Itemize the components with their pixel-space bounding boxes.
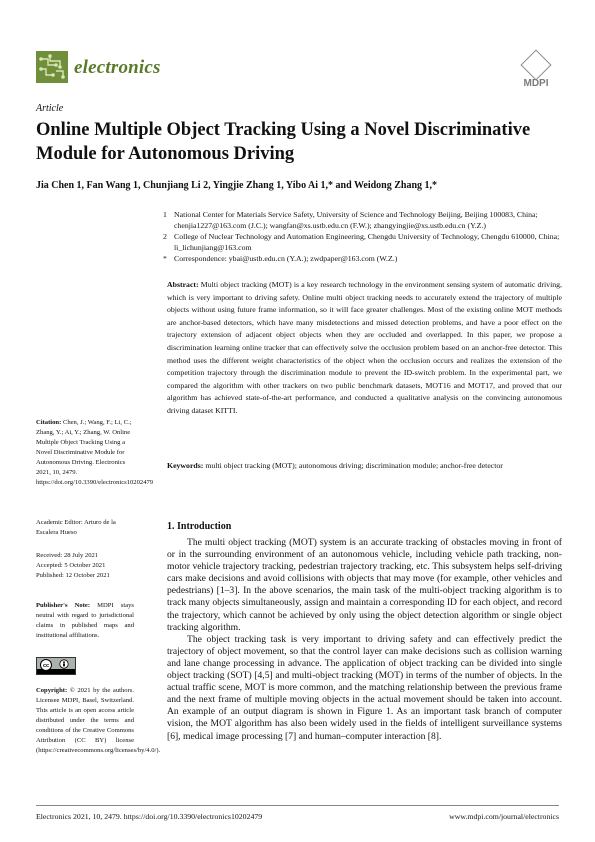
published-date: Published: 12 October 2021 <box>36 572 110 579</box>
affiliation-2 <box>163 231 563 253</box>
citation-label: Citation: <box>36 419 62 426</box>
circuit-icon <box>36 51 68 83</box>
dates <box>36 551 134 581</box>
citation-text: Chen, J.; Wang, F.; Li, C.; Zhang, Y.; Ai, Y.; Zhang, W. Online Multiple Object Tracking Using a Novel Discriminative Module for Autonomous Driving. Electronics 2021, 10, 2479. https://doi.org/10.3390/electronics10202479 <box>36 419 154 486</box>
copyright-label: Copyright: <box>36 687 68 694</box>
publisher-name: MDPI <box>523 78 549 89</box>
received-date: Received: 28 July 2021 <box>36 552 99 559</box>
body-text <box>167 537 562 743</box>
affiliations <box>163 209 563 264</box>
copyright <box>36 686 161 756</box>
footer-divider <box>36 805 559 806</box>
publisher-note-text: MDPI stays neutral with regard to jurisdictional claims in published maps and institutional affiliations. <box>36 602 134 639</box>
cc-by-license-icon <box>36 657 76 675</box>
affiliation-1 <box>163 209 563 231</box>
correspondence <box>163 253 563 264</box>
affiliation-number: * <box>163 254 167 263</box>
publisher-logo <box>513 54 559 89</box>
affiliation-text: National Center for Materials Service Safety, University of Science and Technology Beijing, Beijing 100083, China; chenjia1227@163.com (J.C.); wangfan@xs.ustb.edu.cn (F.W.); zhangyingjie@xs.ustb.edu.cn (Y.Z.) <box>174 210 538 230</box>
academic-editor: Academic Editor: Arturo de la Escalera Hueso <box>36 519 116 536</box>
paper-title: Online Multiple Object Tracking Using a Novel Discriminative Module for Autonomous Driving <box>36 120 531 164</box>
accepted-date: Accepted: 5 October 2021 <box>36 562 106 569</box>
footer-journal-url: www.mdpi.com/journal/electronics <box>449 812 559 821</box>
affiliation-text: Correspondence: ybai@ustb.edu.cn (Y.A.); zwdpaper@163.com (W.Z.) <box>174 254 398 263</box>
journal-logo <box>36 51 68 83</box>
cc-badge-icon <box>37 658 75 674</box>
abstract-label: Abstract: <box>167 280 199 289</box>
mdpi-icon <box>520 49 551 80</box>
keywords-label: Keywords: <box>167 461 204 470</box>
svg-text:cc: cc <box>42 663 50 670</box>
footer-citation: Electronics 2021, 10, 2479. https://doi.org/10.3390/electronics10202479 <box>36 812 263 821</box>
abstract-text: Multi object tracking (MOT) is a key research technology in the environment sensing system of automatic driving, which is very important to driving safety. Online multi object tracking needs to accurately extend the trajectory of multiple objects without using future frame information, so it will face greater challenges. Most of the existing online MOT methods are anchor-based detectors, which have many misdetections and missed detection problems, and have a poor effect on the trajectory extension of adjacent object objects when they are occluded and overlapped. In this paper, we propose a discrimination learning online tracker that can effectively solve the occlusion problem based on an anchor-free detector. This method uses the different weight characteristics of the object when the occlusion occurs and realizes the extension of the competition trajectory through the discrimination module to prevent the ID-switch problem. In the experimental part, we compared the algorithm with other trackers on two public benchmark datasets, MOT16 and MOT17, and proved that our algorithm has achieved state-of-the-art performance, and conducted a qualitative analysis on the convincing autonomous driving dataset KITTI. <box>167 280 562 415</box>
affiliation-number: 1 <box>163 210 167 219</box>
author-list: Jia Chen 1, Fan Wang 1, Chunjiang Li 2, Yingjie Zhang 1, Yibo Ai 1,* and Weidong Zhang 1,* <box>36 180 438 191</box>
citation <box>36 418 154 488</box>
abstract <box>167 279 562 418</box>
affiliation-number: 2 <box>163 232 167 241</box>
keywords <box>167 460 562 473</box>
keywords-text: multi object tracking (MOT); autonomous driving; discrimination module; anchor-free detector <box>205 461 503 470</box>
paragraph: The object tracking task is very important to driving safety and can effectively predict the trajectory of object movement, so that the control layer can make decisions such as collision warning and lane change processing in advance. The application of object tracking can be divided into single object tracking (SOT) [4,5] and multi-object tracking (MOT) in terms of the number of objects. In the actual traffic scene, MOT is more common, and the matching relationship between the previous frame and the next frame of multiple moving objects in the actual movement should be taken into account. An example of an output diagram is shown in Figure 1. As an important task branch of computer vision, the MOT algorithm has also been widely used in the fields of intelligent surveillance systems [6], medical image processing [7] and human–computer interaction [8]. <box>167 633 562 742</box>
section-heading: 1. Introduction <box>167 521 232 532</box>
publisher-note <box>36 601 134 641</box>
journal-name: electronics <box>74 57 161 78</box>
publisher-note-label: Publisher's Note: <box>36 602 91 609</box>
affiliation-text: College of Nuclear Technology and Automation Engineering, Chengdu University of Technology, Chengdu 610000, China; li_lichunjiang@163.com <box>174 232 560 252</box>
article-type: Article <box>36 103 64 114</box>
paragraph: The multi object tracking (MOT) system is an accurate tracking of obstacles moving in front of or in the surrounding environment of an autonomous vehicle, including vehicle path tracking, non-motor vehicle trajectory tracking, pedestrian trajectory tracking, etc. This subsystem helps self-driving cars make decisions and avoid collisions with objects that may move (for example, other vehicles and pedestrians) [1–3]. In the above scenarios, the main task of the multi-object tracking algorithm is to track many objects simultaneously, assign and maintain a corresponding ID for each object, and record the trajectory, which cannot be achieved by only using the object detection algorithm or single object tracking algorithm. <box>167 537 562 633</box>
copyright-text: © 2021 by the authors. Licensee MDPI, Basel, Switzerland. This article is an open access article distributed under the terms and conditions of the Creative Commons Attribution (CC BY) license (https://creativecommons.org/licenses/by/4.0/). <box>36 687 161 754</box>
